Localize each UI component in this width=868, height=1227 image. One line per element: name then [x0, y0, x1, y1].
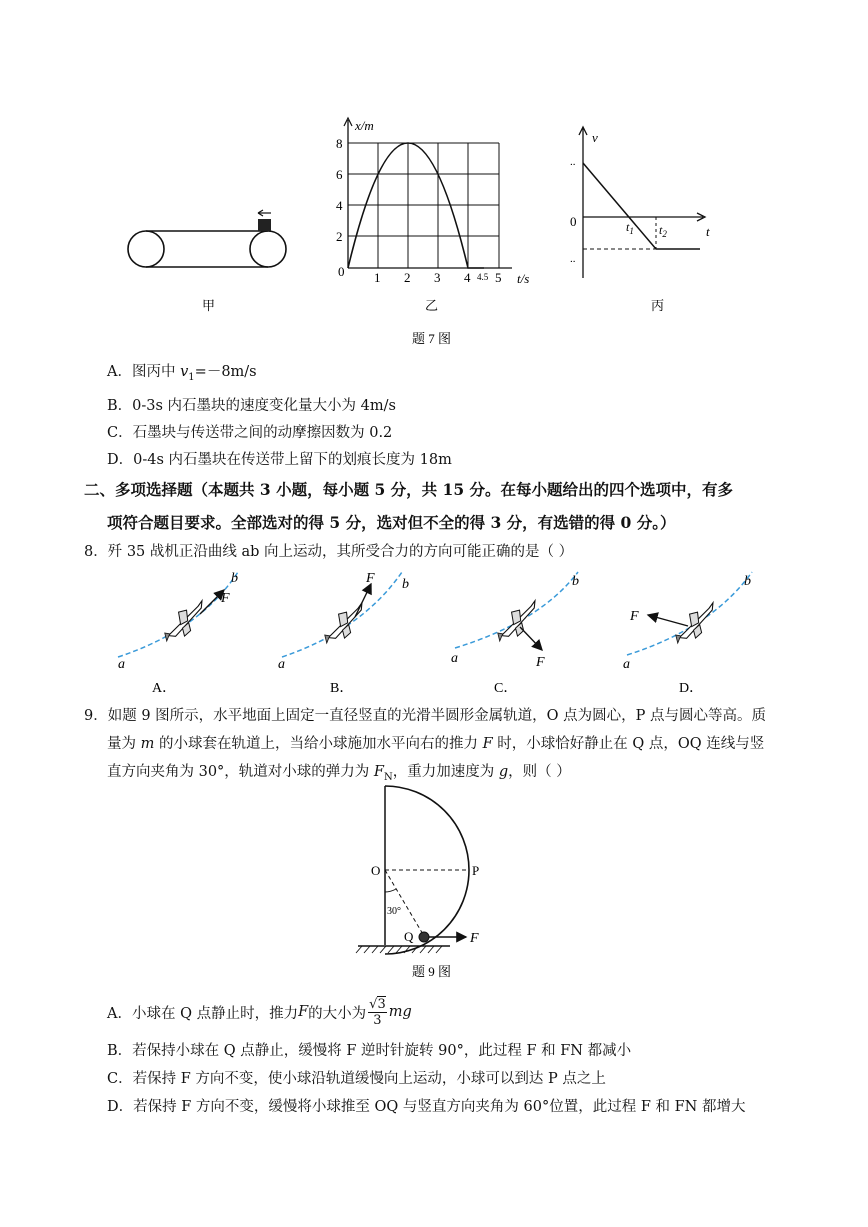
- v-t-origin: 0: [570, 214, 577, 229]
- label-bing: 丙: [651, 298, 665, 313]
- xtick-2: 2: [404, 270, 411, 285]
- q8-option-b-diagram: [278, 571, 409, 672]
- v-t-graph: [579, 127, 705, 278]
- fig9-caption: 题 9 图: [412, 964, 452, 979]
- fig9-label-Q: Q: [404, 929, 414, 944]
- fig9-label-F: F: [470, 931, 479, 946]
- q8-a-point-b: b: [231, 571, 238, 586]
- ytick-4: 4: [336, 198, 343, 213]
- axis-label-t-s: t/s: [517, 271, 530, 286]
- label-yi: 乙: [425, 298, 439, 313]
- fig9-label-O: O: [371, 863, 381, 878]
- q9-stem-line-1: 9．如题 9 图所示，水平地面上固定一直径竖直的光滑半圆形金属轨道，O 点为圆心，P 点与圆心等高。质: [84, 708, 767, 724]
- label-jia: 甲: [202, 298, 216, 313]
- xtick-5: 5: [495, 270, 502, 285]
- q8-a-force: F: [221, 591, 230, 606]
- conveyor-belt-diagram: [128, 210, 286, 267]
- x-t-graph: [344, 118, 512, 268]
- ytick-2: 2: [336, 229, 343, 244]
- q8-label-a: A．: [152, 681, 177, 696]
- q7-option-b: B．0-3s 内石墨块的速度变化量大小为 4m/s: [107, 398, 396, 414]
- v-t-v1-mark: ..: [570, 156, 576, 168]
- q8-a-point-a: a: [118, 657, 125, 672]
- q8-stem: 8．歼 35 战机正沿曲线 ab 向上运动，其所受合力的方向可能正确的是（ ）: [84, 544, 574, 560]
- ytick-0: 0: [338, 264, 345, 279]
- q9-stem-line-3: 直方向夹角为 30°，轨道对小球的弹力为 $F_N$，重力加速度为 g，则（ ）: [107, 764, 571, 783]
- fig9-label-P: P: [472, 863, 480, 878]
- xtick-4-5: 4.5: [477, 272, 489, 282]
- figure-7-svg: [0, 0, 868, 360]
- fraction-sqrt3-over-3: √3 3: [369, 996, 386, 1028]
- figure-9: [340, 780, 540, 980]
- xtick-3: 3: [434, 270, 441, 285]
- ytick-8: 8: [336, 136, 343, 151]
- q7-option-d: D．0-4s 内石墨块在传送带上留下的划痕长度为 18m: [107, 452, 452, 468]
- section-2-heading-line-2: 项符合题目要求。全部选对的得 5 分，选对但不全的得 3 分，有选错的得 0 分。）: [107, 513, 676, 532]
- q8-b-point-b: b: [402, 577, 409, 592]
- q9-option-d: D．若保持 F 方向不变，缓慢将小球推至 OQ 与竖直方向夹角为 60°位置，此过程 F 和 FN 都增大: [107, 1099, 746, 1115]
- axis-label-v: v: [592, 130, 598, 145]
- q8-option-d-diagram: [623, 572, 752, 672]
- xtick-4: 4: [464, 270, 471, 285]
- q8-d-point-a: a: [623, 657, 630, 672]
- q8-d-force: F: [630, 609, 639, 624]
- q8-c-force: F: [536, 655, 545, 670]
- q8-label-d: D．: [679, 681, 704, 696]
- q8-c-point-b: b: [572, 574, 579, 589]
- q8-d-point-b: b: [744, 574, 751, 589]
- xtick-1: 1: [374, 270, 381, 285]
- v-t-t2: $t_2$: [659, 223, 667, 239]
- q8-b-point-a: a: [278, 657, 285, 672]
- q8-option-a-diagram: [118, 571, 238, 672]
- q8-c-point-a: a: [451, 651, 458, 666]
- v-t-t1: $t_1$: [626, 220, 634, 236]
- q8-b-force: F: [366, 571, 375, 586]
- q8-label-b: B．: [330, 681, 354, 696]
- q9-option-c: C．若保持 F 方向不变，使小球沿轨道缓慢向上运动，小球可以到达 P 点之上: [107, 1071, 606, 1087]
- figure-9-svg: [340, 780, 540, 980]
- graphite-block: [258, 219, 271, 231]
- q8-label-c: C．: [494, 681, 518, 696]
- q7-option-a: A．图丙中 $v_1=-8m/s$: [107, 364, 257, 383]
- q8-option-c-diagram: [451, 572, 579, 670]
- figure-7: [0, 0, 868, 360]
- axis-label-t: t: [706, 224, 710, 239]
- q8-figure-svg: [0, 560, 868, 700]
- q9-option-b: B．若保持小球在 Q 点静止，缓慢将 F 逆时针旋转 90°，此过程 F 和 FN 都减小: [107, 1043, 632, 1059]
- axis-label-x-m: x/m: [355, 118, 374, 133]
- q9-stem-line-2: 量为 m 的小球套在轨道上，当给小球施加水平向右的推力 F 时，小球恰好静止在 Q 点，OQ 连线与竖: [107, 736, 765, 752]
- section-2-heading-line-1: 二、多项选择题（本题共 3 小题，每小题 5 分，共 15 分。在每小题给出的四个选项中，有多: [84, 480, 734, 499]
- ytick-6: 6: [336, 167, 343, 182]
- v-t-v2-mark: ..: [570, 253, 576, 265]
- q7-option-c: C．石墨块与传送带之间的动摩擦因数为 0.2: [107, 425, 393, 441]
- q9-option-a: A． 小球在 Q 点静止时，推力 F 的大小为 √3 3 mg: [107, 996, 412, 1028]
- fig9-label-angle: 30°: [387, 906, 401, 917]
- ball: [419, 932, 429, 942]
- figure-7-caption: 题 7 图: [412, 331, 452, 346]
- q8-figure: [0, 560, 868, 700]
